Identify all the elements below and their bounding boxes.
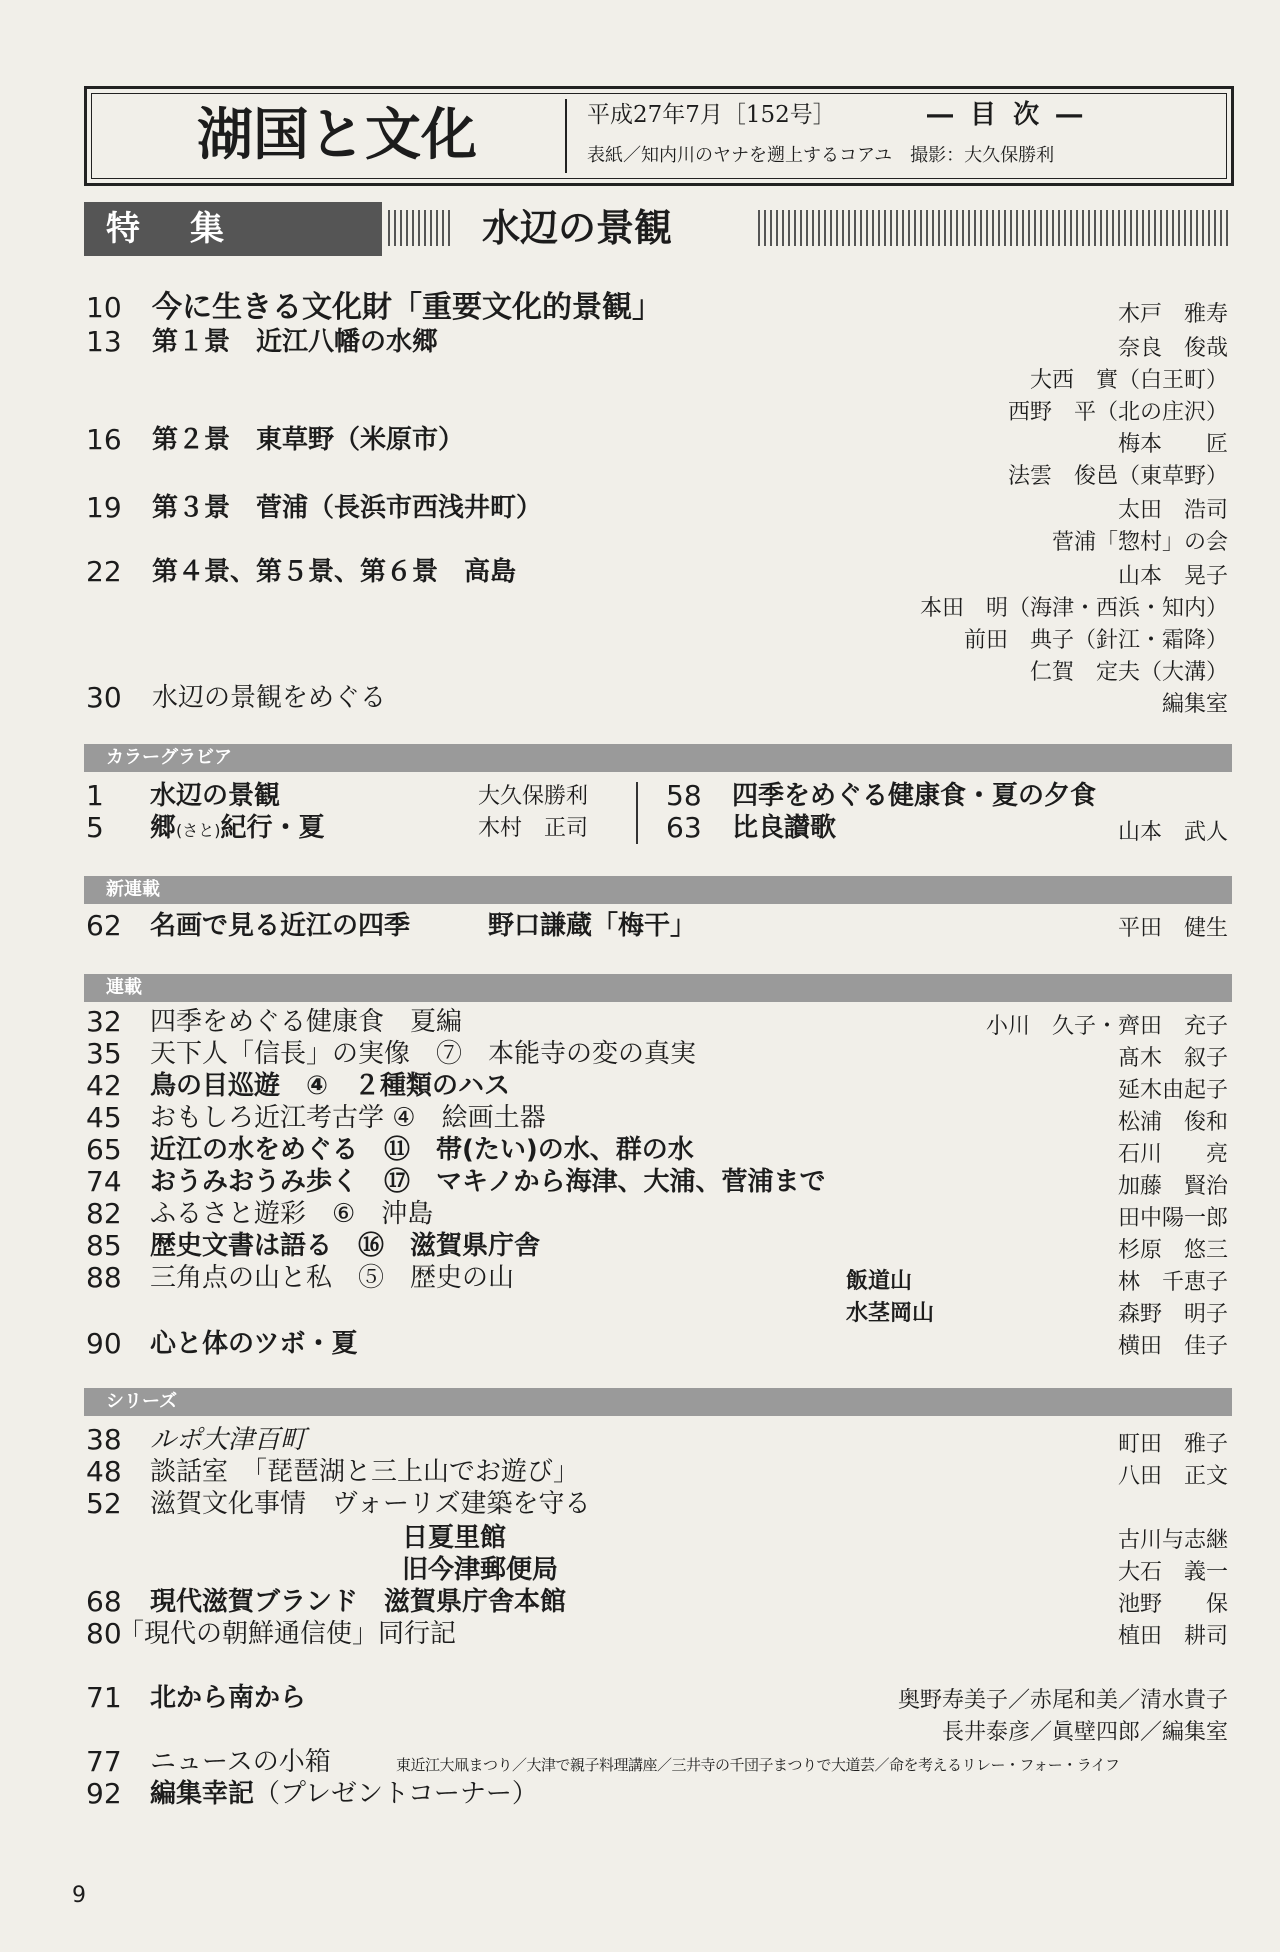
news-note: 東近江大凧まつり／大津で親子料理講座／三井寺の千団子まつりで大道芸／命を考えるリレー・フォー・ライフ xyxy=(396,1756,1120,1774)
series-page: 52 xyxy=(86,1487,122,1520)
gravure-author: 木村 正司 xyxy=(478,816,589,841)
feature-page: 30 xyxy=(86,681,122,714)
feature-item-title: 第３景 菅浦（長浜市西浅井町） xyxy=(152,493,543,523)
serial-author: 杉原 悠三 xyxy=(1117,1238,1228,1263)
feature-page: 10 xyxy=(86,291,122,324)
footer-page: 77 xyxy=(86,1745,122,1778)
serial-title: ふるさと遊彩 ⑥ 沖島 xyxy=(150,1199,434,1229)
section-bar-gravure xyxy=(84,744,1232,772)
serial-title: 歴史文書は語る ⑯ 滋賀県庁舎 xyxy=(150,1231,541,1261)
new-serial-title: 名画で見る近江の四季 xyxy=(150,911,411,941)
serial-title: 近江の水をめぐる ⑪ 帯(たい)の水、群の水 xyxy=(150,1135,694,1165)
serial-title: おうみおうみ歩く ⑰ マキノから海津、大浦、菅浦まで xyxy=(150,1167,826,1197)
feature-author: 菅浦「惣村」の会 xyxy=(1051,530,1228,555)
gravure-page: 63 xyxy=(666,811,702,844)
feature-author: 梅本 匠 xyxy=(1117,432,1228,457)
serial-author: 延木由起子 xyxy=(1117,1078,1228,1103)
feature-page: 19 xyxy=(86,491,122,524)
serial-author: 横田 佳子 xyxy=(1117,1334,1228,1359)
feature-author: 本田 明（海津・西浜・知内） xyxy=(919,596,1228,621)
series-title: 「現代の朝鮮通信使」同行記 xyxy=(118,1619,457,1649)
feature-label: 特 集 xyxy=(106,209,232,249)
serial-page: 74 xyxy=(86,1165,122,1198)
masthead-box xyxy=(84,86,1234,186)
serial-author: 石川 亮 xyxy=(1117,1142,1228,1167)
cover-caption: 表紙／知内川のヤナを遡上するコアユ 撮影：大久保勝利 xyxy=(587,145,1055,166)
series-page: 38 xyxy=(86,1423,122,1456)
new-serial-author: 平田 健生 xyxy=(1117,916,1228,941)
series-author: 大石 義一 xyxy=(1117,1560,1228,1585)
feature-author: 編集室 xyxy=(1161,692,1228,717)
series-subtitle: 日夏里館 xyxy=(402,1523,507,1553)
section-label: 新連載 xyxy=(106,879,160,900)
series-title: 滋賀文化事情 ヴォーリズ建築を守る xyxy=(150,1489,591,1519)
feature-author: 奈良 俊哉 xyxy=(1117,336,1228,361)
series-author: 古川与志継 xyxy=(1117,1528,1228,1553)
kitakara-authors: 長井泰彦／眞壁四郎／編集室 xyxy=(941,1720,1228,1745)
new-serial-subtitle: 野口謙蔵「梅干」 xyxy=(488,911,697,941)
footer-title-sub: （プレゼントコーナー） xyxy=(254,1779,538,1809)
feature-author: 法雲 俊邑（東草野） xyxy=(1007,464,1228,489)
serial-author: 小川 久子・齊田 充子 xyxy=(985,1014,1228,1039)
gravure-title: 四季をめぐる健康食・夏の夕食 xyxy=(732,781,1097,811)
serial-page: 35 xyxy=(86,1037,122,1070)
serial-title: 天下人「信長」の実像 ⑦ 本能寺の変の真実 xyxy=(150,1039,697,1069)
masthead-divider xyxy=(565,99,567,173)
section-bar-new-serial xyxy=(84,876,1232,904)
feature-author: 西野 平（北の庄沢） xyxy=(1007,400,1228,425)
issue-date: 平成27年7月［152号］ xyxy=(587,102,836,128)
series-title: 談話室 「琵琶湖と三上山でお遊び」 xyxy=(150,1457,580,1487)
magazine-logo: 湖国と文化 xyxy=(197,102,477,168)
toc-heading: ― 目 次 ― xyxy=(927,100,1087,130)
section-label: カラーグラビア xyxy=(106,747,232,768)
section-label: シリーズ xyxy=(106,1391,178,1412)
gravure-page: 5 xyxy=(86,811,104,844)
series-page: 48 xyxy=(86,1455,122,1488)
feature-page: 22 xyxy=(86,555,122,588)
serial-page: 45 xyxy=(86,1101,122,1134)
series-page: 68 xyxy=(86,1585,122,1618)
section-label: 連載 xyxy=(106,977,142,998)
feature-author: 太田 浩司 xyxy=(1117,498,1228,523)
series-title: 現代滋賀ブランド 滋賀県庁舎本館 xyxy=(150,1587,567,1617)
footer-title: ニュースの小箱 xyxy=(150,1747,331,1777)
serial-author: 髙木 叙子 xyxy=(1117,1046,1228,1071)
series-title: ルポ大津百町 xyxy=(150,1425,307,1455)
serial-author: 松浦 俊和 xyxy=(1117,1110,1228,1135)
gravure-title: 比良讃歌 xyxy=(732,813,837,843)
gravure-page: 1 xyxy=(86,779,104,812)
feature-title: 水辺の景観 xyxy=(482,205,673,250)
series-author: 池野 保 xyxy=(1117,1592,1228,1617)
serial-title: 三角点の山と私 ⑤ 歴史の山 xyxy=(150,1263,515,1293)
gravure-title: 水辺の景観 xyxy=(150,781,281,811)
hatch-right xyxy=(758,210,1230,246)
feature-author: 山本 晃子 xyxy=(1117,564,1228,589)
series-page: 80 xyxy=(86,1617,122,1650)
gravure-title-rest: 紀行・夏 xyxy=(220,813,325,843)
feature-item-title: 第１景 近江八幡の水郷 xyxy=(152,327,439,357)
gravure-title-ruby: (さと) xyxy=(176,821,221,840)
serial-page: 32 xyxy=(86,1005,122,1038)
gravure-title xyxy=(150,812,325,847)
footer-title-main: 編集幸記 xyxy=(150,1779,255,1809)
serial-title: 心と体のツボ・夏 xyxy=(150,1329,358,1359)
kitakara-authors: 奥野寿美子／赤尾和美／清水貴子 xyxy=(897,1688,1228,1713)
section-bar-series xyxy=(84,1388,1232,1416)
footer-title: 北から南から xyxy=(150,1683,307,1713)
feature-page: 13 xyxy=(86,325,122,358)
section-bar-serial xyxy=(84,974,1232,1002)
mountain-name: 飯道山 xyxy=(846,1269,913,1294)
serial-page: 65 xyxy=(86,1133,122,1166)
serial-title: 四季をめぐる健康食 夏編 xyxy=(150,1007,463,1037)
series-author: 町田 雅子 xyxy=(1117,1432,1228,1457)
feature-author: 木戸 雅寿 xyxy=(1117,302,1228,327)
feature-author: 仁賀 定夫（大溝） xyxy=(1029,660,1228,685)
footer-page: 71 xyxy=(86,1681,122,1714)
serial-title: おもしろ近江考古学 ④ 絵画土器 xyxy=(150,1103,546,1133)
feature-item-title: 今に生きる文化財「重要文化的景観」 xyxy=(152,290,662,325)
feature-page: 16 xyxy=(86,423,122,456)
serial-page: 90 xyxy=(86,1327,122,1360)
serial-author: 田中陽一郎 xyxy=(1117,1206,1228,1231)
footer-title xyxy=(150,1778,538,1810)
serial-author: 加藤 賢治 xyxy=(1117,1174,1228,1199)
page-number: 9 xyxy=(72,1883,86,1908)
footer-page: 92 xyxy=(86,1777,122,1810)
feature-item-title: 第４景、第５景、第６景 高島 xyxy=(152,557,517,587)
feature-author: 前田 典子（針江・霜降） xyxy=(963,628,1228,653)
gravure-divider xyxy=(636,782,638,844)
new-serial-page: 62 xyxy=(86,909,122,942)
mountain-name: 水茎岡山 xyxy=(846,1301,935,1326)
feature-item-title: 水辺の景観をめぐる xyxy=(152,683,387,713)
series-subtitle: 旧今津郵便局 xyxy=(402,1555,559,1585)
serial-page: 42 xyxy=(86,1069,122,1102)
feature-author: 大西 實（白王町） xyxy=(1029,368,1228,393)
serial-page: 82 xyxy=(86,1197,122,1230)
serial-page: 85 xyxy=(86,1229,122,1262)
gravure-title-main: 郷 xyxy=(150,813,177,843)
serial-page: 88 xyxy=(86,1261,122,1294)
series-author: 植田 耕司 xyxy=(1117,1624,1228,1649)
serial-author: 林 千恵子 xyxy=(1117,1270,1228,1295)
feature-item-title: 第２景 東草野（米原市） xyxy=(152,425,465,455)
feature-label-box xyxy=(84,202,382,256)
gravure-author: 大久保勝利 xyxy=(478,784,589,809)
hatch-left xyxy=(388,210,450,246)
gravure-author: 山本 武人 xyxy=(1117,820,1228,845)
series-author: 八田 正文 xyxy=(1117,1464,1228,1489)
serial-title: 鳥の目巡遊 ④ ２種類のハス xyxy=(150,1071,511,1101)
serial-author: 森野 明子 xyxy=(1117,1302,1228,1327)
gravure-page: 58 xyxy=(666,779,702,812)
